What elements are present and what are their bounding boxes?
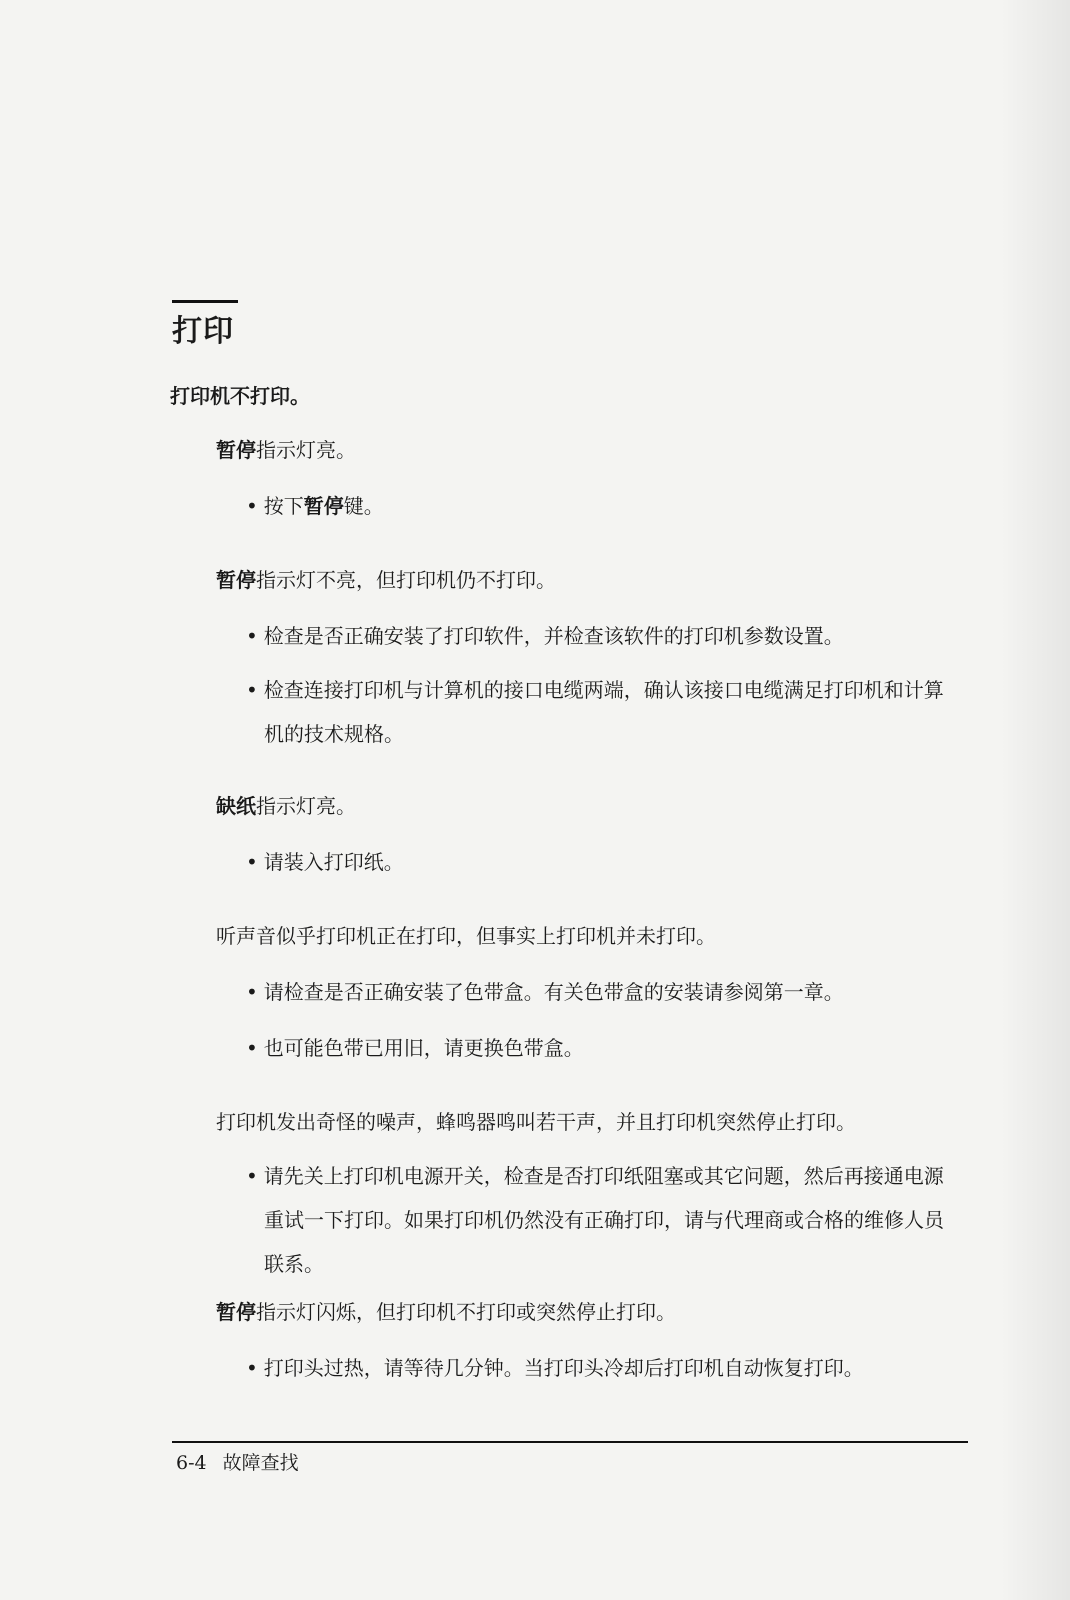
chapter-title: 故障查找 — [222, 1452, 299, 1474]
indicator-label: 暂停 — [216, 1300, 256, 1324]
solution-bullet: • 也可能色带已用旧，请更换色带盒。 — [246, 1036, 584, 1060]
page-edge-shadow — [1000, 0, 1070, 1600]
solution-bullet: • 检查连接打印机与计算机的接口电缆两端，确认该接口电缆满足打印机和计算机的技术规格。 — [246, 678, 944, 746]
footer-rule — [172, 1441, 968, 1443]
indicator-label: 暂停 — [216, 568, 256, 592]
page-footer — [176, 1448, 299, 1478]
condition: 打印机发出奇怪的噪声，蜂鸣器鸣叫若干声，并且打印机突然停止打印。 — [216, 1110, 856, 1134]
condition: 暂停指示灯亮。 — [216, 438, 356, 462]
section-title: 打印 — [172, 314, 234, 349]
indicator-label: 暂停 — [216, 438, 256, 462]
solution-bullet: • 请先关上打印机电源开关，检查是否打印纸阻塞或其它问题，然后再接通电源重试一下打印。如果打印机仍然没有正确打印，请与代理商或合格的维修人员联系。 — [246, 1164, 944, 1276]
solution-bullet: • 按下暂停键。 — [246, 494, 384, 518]
solution-bullet: • 检查是否正确安装了打印软件，并检查该软件的打印机参数设置。 — [246, 624, 844, 648]
solution-bullet: • 打印头过热，请等待几分钟。当打印头冷却后打印机自动恢复打印。 — [246, 1356, 864, 1380]
condition: 听声音似乎打印机正在打印，但事实上打印机并未打印。 — [216, 924, 716, 948]
key-label: 暂停 — [303, 494, 344, 518]
solution-bullet: • 请装入打印纸。 — [246, 850, 404, 874]
section-title-rule — [172, 300, 238, 303]
indicator-label: 缺纸 — [216, 794, 256, 818]
problem-heading: 打印机不打印。 — [170, 384, 310, 408]
page-number: 6-4 — [176, 1452, 207, 1474]
condition: 缺纸指示灯亮。 — [216, 794, 356, 818]
solution-bullet: • 请检查是否正确安装了色带盒。有关色带盒的安装请参阅第一章。 — [246, 980, 844, 1004]
condition: 暂停指示灯闪烁，但打印机不打印或突然停止打印。 — [216, 1300, 676, 1324]
condition: 暂停指示灯不亮，但打印机仍不打印。 — [216, 568, 556, 592]
